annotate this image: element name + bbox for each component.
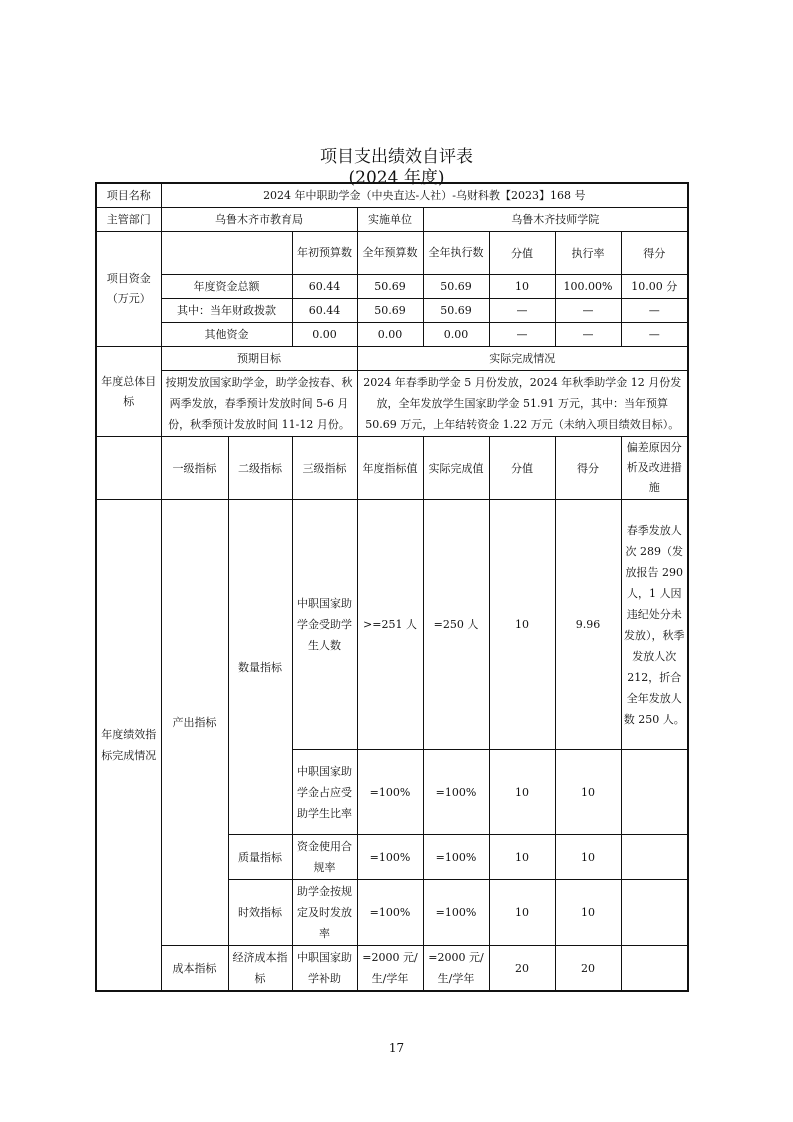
indicator-header: 年度指标值 <box>357 437 423 500</box>
indicator-score: 10 <box>489 835 555 880</box>
indicator-header: 二级指标 <box>228 437 292 500</box>
indicator-score: 10 <box>489 880 555 946</box>
dept-label: 主管部门 <box>96 208 161 232</box>
indicator-got: 9.96 <box>555 500 621 750</box>
expected-goal-text: 按期发放国家助学金，助学金按春、秋两季发放，春季预计发放时间 5-6 月份，秋季预计发放时间 11-12 月份。 <box>161 371 357 437</box>
funds-cell: 0.00 <box>292 323 357 347</box>
funds-cell: 50.69 <box>423 275 489 299</box>
funds-cell: 60.44 <box>292 275 357 299</box>
indicator-target: =100% <box>357 750 423 835</box>
impl-value: 乌鲁木齐技师学院 <box>423 208 688 232</box>
funds-row-label: 其中：当年财政拨款 <box>161 299 292 323</box>
project-name-value: 2024 年中职助学金（中央直达-人社）-乌财科教【2023】168 号 <box>161 183 688 208</box>
funds-cell: — <box>555 299 621 323</box>
indicator-actual: =250 人 <box>423 500 489 750</box>
performance-table <box>95 182 689 992</box>
indicator-target: =2000 元/生/学年 <box>357 946 423 992</box>
cost-indicator-label: 成本指标 <box>161 946 228 992</box>
funds-cell: 10 <box>489 275 555 299</box>
funds-cell: 50.69 <box>423 299 489 323</box>
indicator-actual: =100% <box>423 880 489 946</box>
funds-cell: 0.00 <box>357 323 423 347</box>
indicator-actual: =100% <box>423 835 489 880</box>
quantity-indicator-label: 数量指标 <box>228 500 292 835</box>
page-number: 17 <box>388 1041 405 1055</box>
funds-row-label: 年度资金总额 <box>161 275 292 299</box>
indicator-actual: =2000 元/生/学年 <box>423 946 489 992</box>
expected-goal-label: 预期目标 <box>161 347 357 371</box>
output-indicator-label: 产出指标 <box>161 500 228 946</box>
indicator-name: 资金使用合规率 <box>292 835 357 880</box>
indicator-header: 得分 <box>555 437 621 500</box>
indicator-score: 20 <box>489 946 555 992</box>
funds-header: 全年预算数 <box>357 232 423 275</box>
indicator-note <box>621 946 688 992</box>
page-subtitle: (2024 年度) <box>348 168 445 188</box>
indicator-note <box>621 880 688 946</box>
indicator-got: 10 <box>555 835 621 880</box>
indicator-name: 中职国家助学补助 <box>292 946 357 992</box>
funds-blank <box>161 232 292 275</box>
indicator-got: 10 <box>555 880 621 946</box>
funds-header: 全年执行数 <box>423 232 489 275</box>
timeliness-indicator-label: 时效指标 <box>228 880 292 946</box>
indicator-score: 10 <box>489 750 555 835</box>
indicator-name: 助学金按规定及时发放率 <box>292 880 357 946</box>
funds-header: 年初预算数 <box>292 232 357 275</box>
funds-cell: 0.00 <box>423 323 489 347</box>
indicator-note <box>621 750 688 835</box>
indicator-target: =100% <box>357 835 423 880</box>
indicator-name: 中职国家助学金受助学生人数 <box>292 500 357 750</box>
funds-cell: 60.44 <box>292 299 357 323</box>
funds-row-label: 其他资金 <box>161 323 292 347</box>
funds-cell: — <box>489 323 555 347</box>
funds-cell: 100.00% <box>555 275 621 299</box>
indicator-header-blank <box>96 437 161 500</box>
indicator-name: 中职国家助学金占应受助学生比率 <box>292 750 357 835</box>
economic-cost-label: 经济成本指标 <box>228 946 292 992</box>
funds-header: 分值 <box>489 232 555 275</box>
funds-header: 执行率 <box>555 232 621 275</box>
dept-value: 乌鲁木齐市教育局 <box>161 208 357 232</box>
project-name-label: 项目名称 <box>96 183 161 208</box>
indicator-header: 一级指标 <box>161 437 228 500</box>
indicator-header: 偏差原因分析及改进措施 <box>621 437 688 500</box>
actual-goal-label: 实际完成情况 <box>357 347 688 371</box>
funds-header: 得分 <box>621 232 688 275</box>
indicator-target: =100% <box>357 880 423 946</box>
indicator-actual: =100% <box>423 750 489 835</box>
impl-label: 实施单位 <box>357 208 423 232</box>
section-label: 年度绩效指标完成情况 <box>96 500 161 992</box>
funds-cell: — <box>621 323 688 347</box>
funds-cell: — <box>621 299 688 323</box>
indicator-got: 10 <box>555 750 621 835</box>
indicator-score: 10 <box>489 500 555 750</box>
page-title: 项目支出绩效自评表 <box>320 147 473 167</box>
funds-cell: 50.69 <box>357 299 423 323</box>
funds-cell: — <box>489 299 555 323</box>
funds-label: 项目资金（万元） <box>96 232 161 347</box>
funds-cell: — <box>555 323 621 347</box>
indicator-note: 春季发放人次 289（发放报告 290 人，1 人因违纪处分未发放），秋季发放人次 212，折合全年发放人数 250 人。 <box>621 500 688 750</box>
goals-label: 年度总体目标 <box>96 347 161 437</box>
indicator-target: >=251 人 <box>357 500 423 750</box>
funds-cell: 50.69 <box>357 275 423 299</box>
funds-cell: 10.00 分 <box>621 275 688 299</box>
indicator-got: 20 <box>555 946 621 992</box>
indicator-header: 分值 <box>489 437 555 500</box>
quality-indicator-label: 质量指标 <box>228 835 292 880</box>
indicator-header: 三级指标 <box>292 437 357 500</box>
indicator-note <box>621 835 688 880</box>
indicator-header: 实际完成值 <box>423 437 489 500</box>
actual-goal-text: 2024 年春季助学金 5 月份发放，2024 年秋季助学金 12 月份发放，全年发放学生国家助学金 51.91 万元，其中：当年预算 50.69 万元，上年结转资金 1.22 万元（未纳入项目绩效目标）。 <box>357 371 688 437</box>
